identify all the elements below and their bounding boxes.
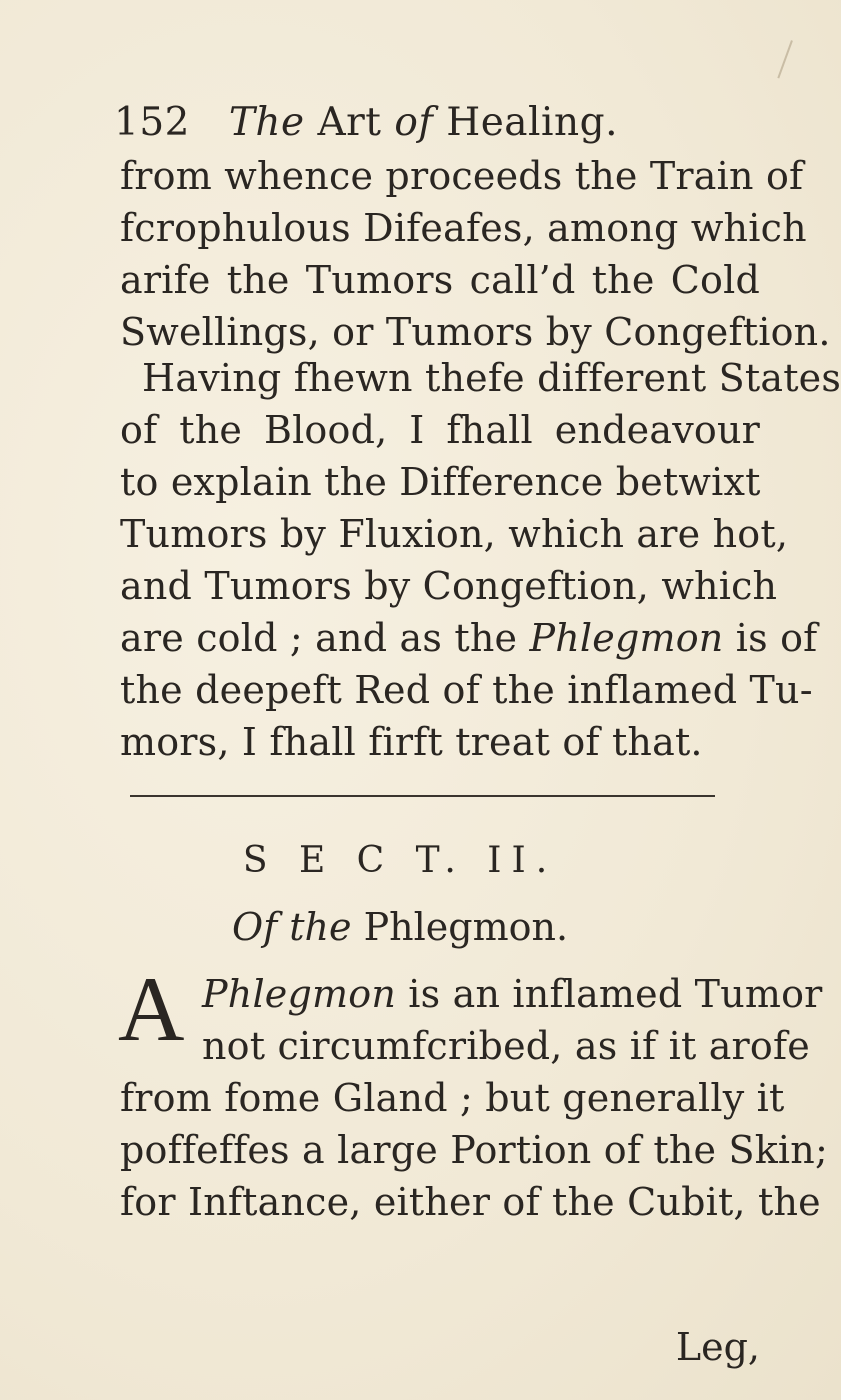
text-line: to explain the Difference betwixt bbox=[120, 460, 761, 504]
page-number: 152 bbox=[114, 100, 190, 145]
running-head-healing: Healing. bbox=[446, 100, 618, 145]
catchword: Leg, bbox=[675, 1325, 760, 1369]
text-line: the deepeft Red of the inflamed Tu- bbox=[120, 668, 813, 712]
page-mark bbox=[777, 40, 796, 80]
text-line: Tumors by Fluxion, which are hot, bbox=[120, 512, 789, 556]
text-line-mixed bbox=[202, 968, 823, 1020]
text-line: Having fhewn thefe different States bbox=[142, 356, 841, 400]
paragraph-3-opening bbox=[202, 968, 823, 1072]
text-line: for Inftance, either of the Cubit, the bbox=[120, 1180, 821, 1224]
text-line: of the Blood, I fhall endeavour bbox=[120, 408, 760, 452]
running-head-the: The bbox=[228, 100, 305, 145]
paragraph-1 bbox=[120, 150, 831, 358]
text-line: Swellings, or Tumors by Congeftion. bbox=[120, 310, 831, 354]
running-head-art: Art bbox=[317, 100, 382, 145]
text-line: from whence proceeds the Train of bbox=[120, 154, 804, 198]
text-line: fcrophulous Difeafes, among which bbox=[120, 206, 807, 250]
italic-word-phlegmon: Phlegmon bbox=[202, 972, 396, 1016]
text-line: arife the Tumors call’d the Cold bbox=[120, 258, 760, 302]
text-line: mors, I fhall firft treat of that. bbox=[120, 720, 703, 764]
drop-cap: A bbox=[118, 958, 185, 1060]
paragraph-2 bbox=[120, 352, 841, 768]
section-heading: S E C T. II. bbox=[242, 840, 558, 881]
text-line: from fome Gland ; but generally it bbox=[120, 1076, 785, 1120]
running-head-of: of bbox=[394, 100, 434, 145]
section-title bbox=[0, 905, 800, 949]
running-head bbox=[114, 100, 618, 145]
text-span: is of bbox=[723, 616, 818, 660]
text-line: poffeffes a large Portion of the Skin; bbox=[120, 1128, 828, 1172]
section-title-phlegmon: Phlegmon. bbox=[363, 905, 569, 949]
paragraph-3 bbox=[120, 1072, 828, 1228]
text-span: are cold ; and as the bbox=[120, 616, 530, 660]
text-line: not circumfcribed, as if it arofe bbox=[202, 1024, 810, 1068]
text-line-mixed bbox=[120, 612, 818, 664]
text-line: and Tumors by Congeftion, which bbox=[120, 564, 778, 608]
section-title-of-the: Of the bbox=[231, 905, 352, 949]
section-divider-rule bbox=[130, 795, 715, 797]
italic-word-phlegmon: Phlegmon bbox=[529, 616, 724, 660]
text-span: is an inflamed Tumor bbox=[396, 972, 823, 1016]
